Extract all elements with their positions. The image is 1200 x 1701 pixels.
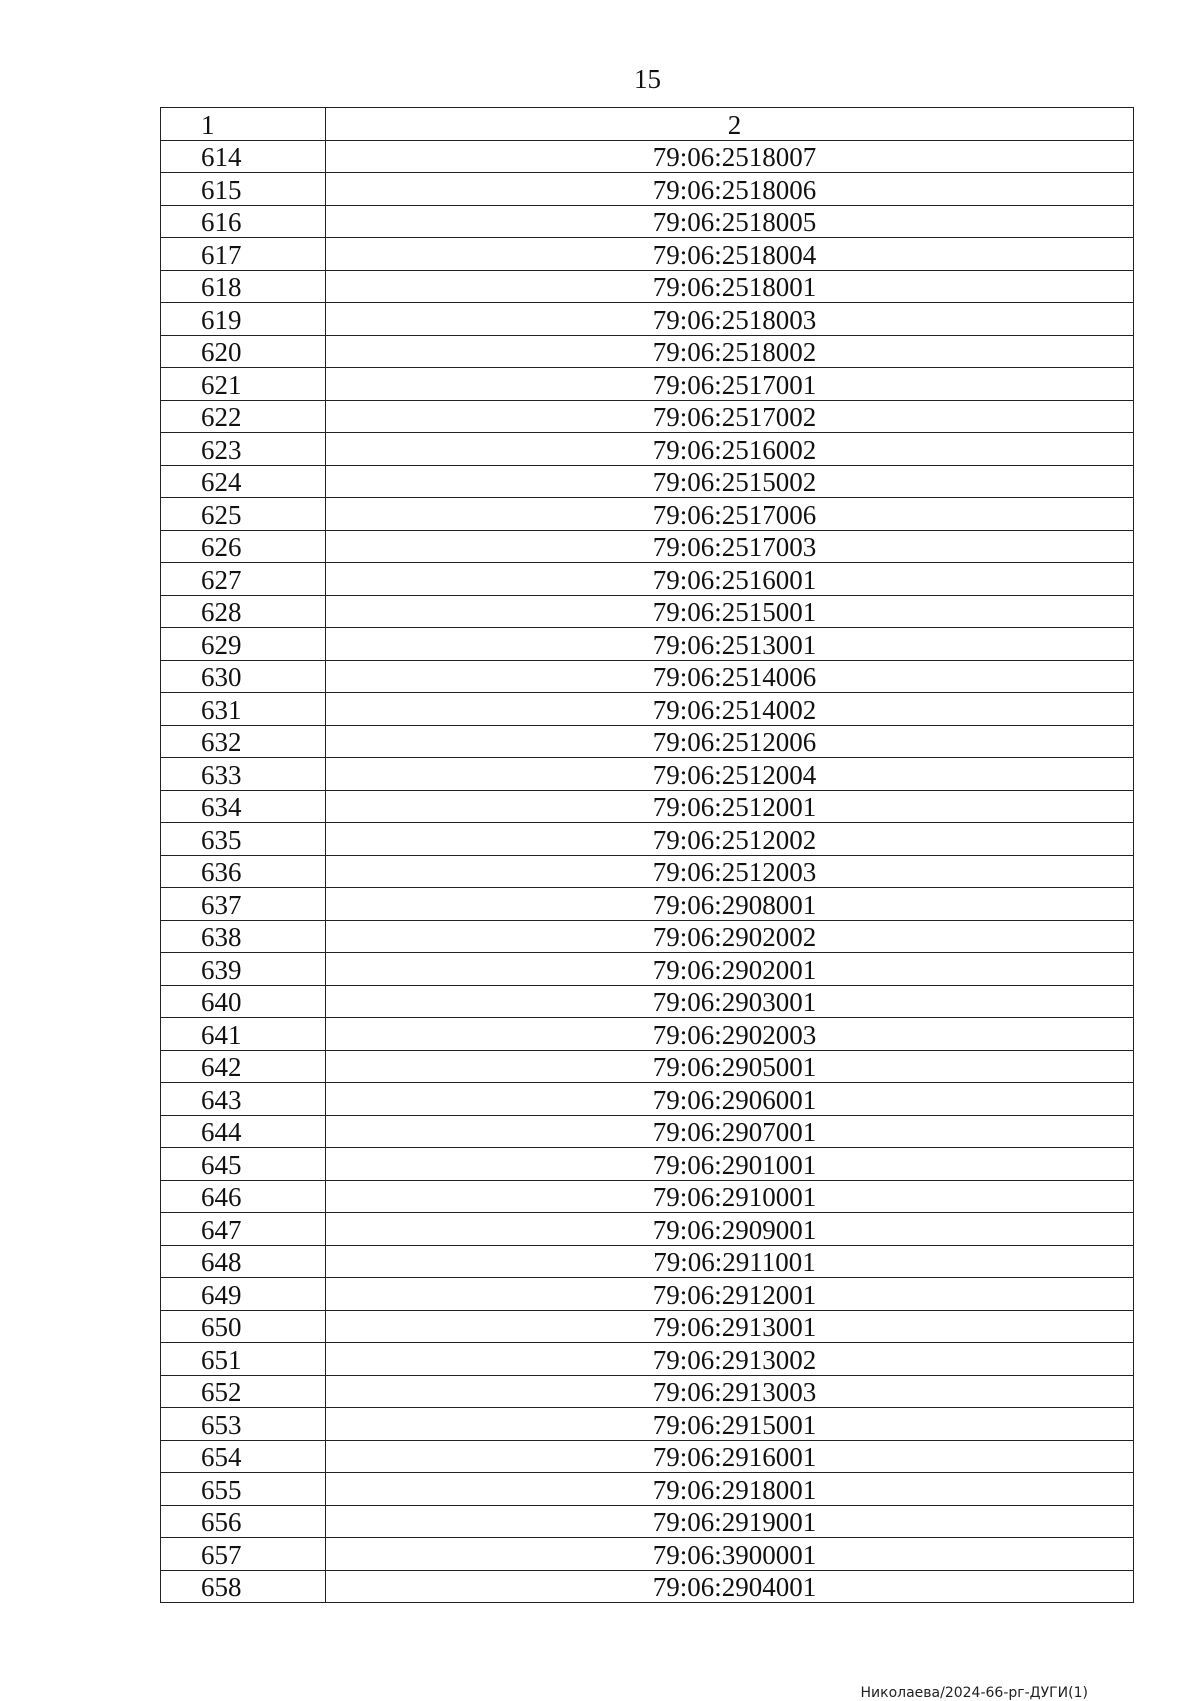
cadastral-number-cell: 79:06:2514006 bbox=[326, 660, 1134, 693]
row-number-cell: 631 bbox=[161, 693, 326, 726]
cadastral-number-cell: 79:06:2913001 bbox=[326, 1310, 1134, 1343]
table-row bbox=[161, 1148, 1134, 1181]
cadastral-table bbox=[160, 107, 1134, 1603]
table-row bbox=[161, 335, 1134, 368]
table-row bbox=[161, 368, 1134, 401]
row-number-cell: 622 bbox=[161, 400, 326, 433]
table-row bbox=[161, 1538, 1134, 1571]
cadastral-number-cell: 79:06:2916001 bbox=[326, 1440, 1134, 1473]
cadastral-number-cell: 79:06:2911001 bbox=[326, 1245, 1134, 1278]
row-number-cell: 630 bbox=[161, 660, 326, 693]
cadastral-number-cell: 79:06:2512001 bbox=[326, 790, 1134, 823]
row-number-cell: 639 bbox=[161, 953, 326, 986]
row-number-cell: 617 bbox=[161, 238, 326, 271]
table-row bbox=[161, 725, 1134, 758]
table-row bbox=[161, 433, 1134, 466]
cadastral-number-cell: 79:06:2517006 bbox=[326, 498, 1134, 531]
table-row bbox=[161, 465, 1134, 498]
cadastral-number-cell: 79:06:2513001 bbox=[326, 628, 1134, 661]
table-row bbox=[161, 530, 1134, 563]
row-number-cell: 651 bbox=[161, 1343, 326, 1376]
cadastral-number-cell: 79:06:2913002 bbox=[326, 1343, 1134, 1376]
row-number-cell: 649 bbox=[161, 1278, 326, 1311]
row-number-cell: 635 bbox=[161, 823, 326, 856]
row-number-cell: 615 bbox=[161, 173, 326, 206]
table-row bbox=[161, 1115, 1134, 1148]
row-number-cell: 657 bbox=[161, 1538, 326, 1571]
row-number-cell: 629 bbox=[161, 628, 326, 661]
cadastral-number-cell: 79:06:2518005 bbox=[326, 205, 1134, 238]
table-header-row bbox=[161, 108, 1134, 141]
table-row bbox=[161, 660, 1134, 693]
cadastral-number-cell: 79:06:2518004 bbox=[326, 238, 1134, 271]
cadastral-number-cell: 79:06:2512003 bbox=[326, 855, 1134, 888]
row-number-cell: 642 bbox=[161, 1050, 326, 1083]
table-row bbox=[161, 758, 1134, 791]
table-row bbox=[161, 270, 1134, 303]
cadastral-number-cell: 79:06:2518007 bbox=[326, 140, 1134, 173]
row-number-cell: 627 bbox=[161, 563, 326, 596]
cadastral-number-cell: 79:06:2904001 bbox=[326, 1570, 1134, 1603]
cadastral-number-cell: 79:06:2512002 bbox=[326, 823, 1134, 856]
row-number-cell: 637 bbox=[161, 888, 326, 921]
row-number-cell: 626 bbox=[161, 530, 326, 563]
table-row bbox=[161, 400, 1134, 433]
row-number-cell: 638 bbox=[161, 920, 326, 953]
table-body bbox=[161, 140, 1134, 1603]
table-row bbox=[161, 953, 1134, 986]
cadastral-number-cell: 79:06:2906001 bbox=[326, 1083, 1134, 1116]
table-row bbox=[161, 1505, 1134, 1538]
table-row bbox=[161, 1473, 1134, 1506]
cadastral-number-cell: 79:06:2517003 bbox=[326, 530, 1134, 563]
cadastral-number-cell: 79:06:2518006 bbox=[326, 173, 1134, 206]
table-row bbox=[161, 303, 1134, 336]
row-number-cell: 656 bbox=[161, 1505, 326, 1538]
cadastral-number-cell: 79:06:2517001 bbox=[326, 368, 1134, 401]
cadastral-number-cell: 79:06:2512004 bbox=[326, 758, 1134, 791]
row-number-cell: 636 bbox=[161, 855, 326, 888]
table-row bbox=[161, 563, 1134, 596]
row-number-cell: 634 bbox=[161, 790, 326, 823]
row-number-cell: 646 bbox=[161, 1180, 326, 1213]
table-row bbox=[161, 1050, 1134, 1083]
row-number-cell: 621 bbox=[161, 368, 326, 401]
cadastral-number-cell: 79:06:3900001 bbox=[326, 1538, 1134, 1571]
row-number-cell: 648 bbox=[161, 1245, 326, 1278]
page-number: 15 bbox=[634, 64, 661, 94]
table-row bbox=[161, 238, 1134, 271]
cadastral-number-cell: 79:06:2515002 bbox=[326, 465, 1134, 498]
table-row bbox=[161, 1245, 1134, 1278]
table-row bbox=[161, 790, 1134, 823]
document-footer-reference: Николаева/2024-66-рг-ДУГИ(1) bbox=[860, 1685, 1088, 1701]
cadastral-number-cell: 79:06:2903001 bbox=[326, 985, 1134, 1018]
cadastral-number-cell: 79:06:2512006 bbox=[326, 725, 1134, 758]
cadastral-number-cell: 79:06:2901001 bbox=[326, 1148, 1134, 1181]
row-number-cell: 616 bbox=[161, 205, 326, 238]
row-number-cell: 633 bbox=[161, 758, 326, 791]
cadastral-number-cell: 79:06:2905001 bbox=[326, 1050, 1134, 1083]
cadastral-number-cell: 79:06:2516001 bbox=[326, 563, 1134, 596]
row-number-cell: 650 bbox=[161, 1310, 326, 1343]
cadastral-number-cell: 79:06:2515001 bbox=[326, 595, 1134, 628]
cadastral-number-cell: 79:06:2915001 bbox=[326, 1408, 1134, 1441]
cadastral-number-cell: 79:06:2912001 bbox=[326, 1278, 1134, 1311]
row-number-cell: 628 bbox=[161, 595, 326, 628]
cadastral-number-cell: 79:06:2919001 bbox=[326, 1505, 1134, 1538]
cadastral-number-cell: 79:06:2514002 bbox=[326, 693, 1134, 726]
table-row bbox=[161, 1408, 1134, 1441]
table-row bbox=[161, 1180, 1134, 1213]
row-number-cell: 655 bbox=[161, 1473, 326, 1506]
cadastral-number-cell: 79:06:2902001 bbox=[326, 953, 1134, 986]
row-number-cell: 647 bbox=[161, 1213, 326, 1246]
table-row bbox=[161, 1018, 1134, 1051]
row-number-cell: 653 bbox=[161, 1408, 326, 1441]
row-number-cell: 640 bbox=[161, 985, 326, 1018]
row-number-cell: 654 bbox=[161, 1440, 326, 1473]
table-row bbox=[161, 1343, 1134, 1376]
cadastral-number-cell: 79:06:2518003 bbox=[326, 303, 1134, 336]
table-row bbox=[161, 498, 1134, 531]
cadastral-number-cell: 79:06:2907001 bbox=[326, 1115, 1134, 1148]
row-number-cell: 644 bbox=[161, 1115, 326, 1148]
cadastral-number-cell: 79:06:2913003 bbox=[326, 1375, 1134, 1408]
cadastral-number-cell: 79:06:2908001 bbox=[326, 888, 1134, 921]
column-header-2: 2 bbox=[326, 108, 1134, 141]
row-number-cell: 619 bbox=[161, 303, 326, 336]
table-row bbox=[161, 595, 1134, 628]
cadastral-number-cell: 79:06:2902003 bbox=[326, 1018, 1134, 1051]
table-row bbox=[161, 888, 1134, 921]
row-number-cell: 623 bbox=[161, 433, 326, 466]
cadastral-number-cell: 79:06:2902002 bbox=[326, 920, 1134, 953]
cadastral-number-cell: 79:06:2518002 bbox=[326, 335, 1134, 368]
table-row bbox=[161, 693, 1134, 726]
row-number-cell: 624 bbox=[161, 465, 326, 498]
table-row bbox=[161, 1213, 1134, 1246]
row-number-cell: 645 bbox=[161, 1148, 326, 1181]
table-row bbox=[161, 855, 1134, 888]
table-row bbox=[161, 1278, 1134, 1311]
table-row bbox=[161, 1440, 1134, 1473]
row-number-cell: 620 bbox=[161, 335, 326, 368]
row-number-cell: 614 bbox=[161, 140, 326, 173]
row-number-cell: 625 bbox=[161, 498, 326, 531]
cadastral-number-cell: 79:06:2518001 bbox=[326, 270, 1134, 303]
row-number-cell: 641 bbox=[161, 1018, 326, 1051]
cadastral-number-cell: 79:06:2909001 bbox=[326, 1213, 1134, 1246]
cadastral-number-cell: 79:06:2910001 bbox=[326, 1180, 1134, 1213]
table-row bbox=[161, 1375, 1134, 1408]
table-row bbox=[161, 140, 1134, 173]
table-row bbox=[161, 985, 1134, 1018]
cadastral-number-cell: 79:06:2918001 bbox=[326, 1473, 1134, 1506]
row-number-cell: 643 bbox=[161, 1083, 326, 1116]
table-row bbox=[161, 1083, 1134, 1116]
row-number-cell: 618 bbox=[161, 270, 326, 303]
row-number-cell: 632 bbox=[161, 725, 326, 758]
table-row bbox=[161, 823, 1134, 856]
table-row bbox=[161, 628, 1134, 661]
column-header-1: 1 bbox=[161, 108, 326, 141]
table-row bbox=[161, 205, 1134, 238]
table-header bbox=[161, 108, 1134, 141]
table-row bbox=[161, 920, 1134, 953]
table-row bbox=[161, 1570, 1134, 1603]
cadastral-number-cell: 79:06:2517002 bbox=[326, 400, 1134, 433]
table-row bbox=[161, 173, 1134, 206]
table-row bbox=[161, 1310, 1134, 1343]
row-number-cell: 652 bbox=[161, 1375, 326, 1408]
row-number-cell: 658 bbox=[161, 1570, 326, 1603]
cadastral-number-cell: 79:06:2516002 bbox=[326, 433, 1134, 466]
